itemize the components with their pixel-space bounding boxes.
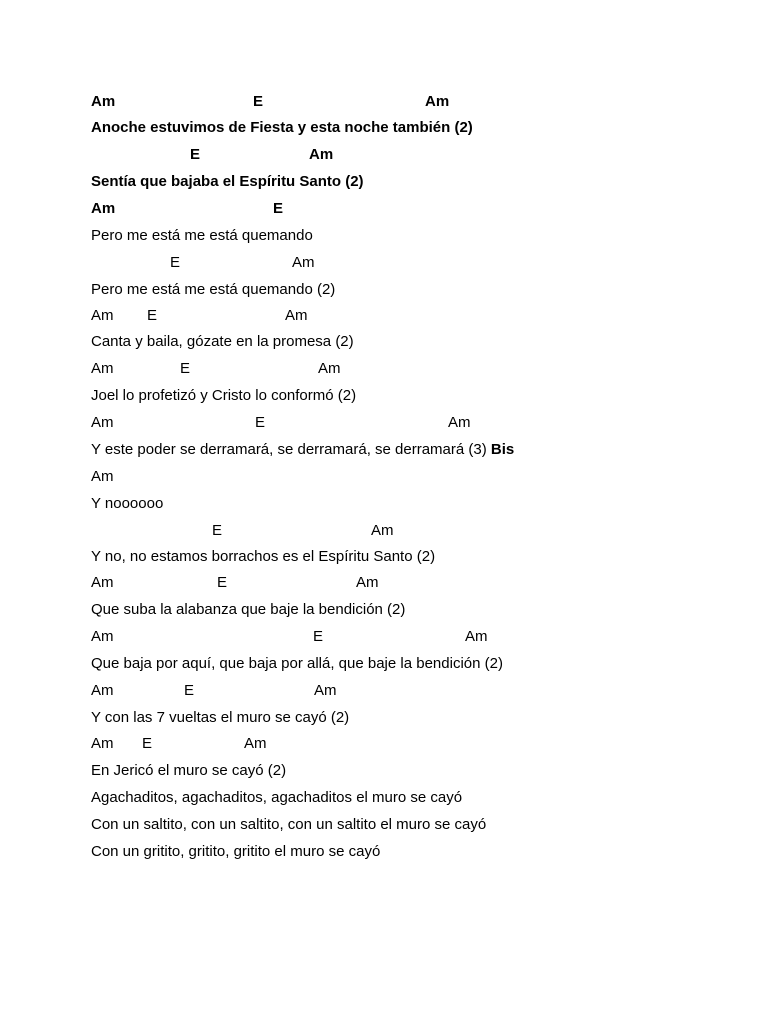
chord: E xyxy=(313,628,324,645)
lyric-line xyxy=(91,494,163,514)
chord: Am xyxy=(292,254,315,271)
lyric-text: Que baja por aquí, que baja por allá, que baje la bendición (2) xyxy=(91,655,503,672)
chord: E xyxy=(255,414,266,431)
chord-line xyxy=(91,413,691,433)
lyric-line xyxy=(91,761,286,781)
chord: Am xyxy=(448,414,471,431)
chord: Am xyxy=(371,522,394,539)
chord: Am xyxy=(314,682,337,699)
chord: Am xyxy=(244,735,267,752)
lyric-text: Y no, no estamos borrachos es el Espíritu Santo (2) xyxy=(91,548,436,565)
lyric-text: Sentía que bajaba el Espíritu Santo (2) xyxy=(91,173,364,190)
chord-line xyxy=(91,359,691,379)
chord-line xyxy=(91,92,691,112)
lyric-text: Anoche estuvimos de Fiesta y esta noche también (2) xyxy=(91,119,473,136)
chord-line xyxy=(91,734,691,754)
chord-line xyxy=(91,681,691,701)
chord: Am xyxy=(318,360,341,377)
lyric-line xyxy=(91,547,435,567)
lyric-line xyxy=(91,600,405,620)
chord: E xyxy=(253,93,264,110)
lyric-text: Canta y baila, gózate en la promesa (2) xyxy=(91,333,354,350)
chord-line xyxy=(91,253,691,273)
lyric-text: Pero me está me está quemando xyxy=(91,227,313,244)
chord: E xyxy=(190,146,201,163)
chord: Am xyxy=(425,93,450,110)
lyric-text: Pero me está me está quemando (2) xyxy=(91,281,336,298)
lyric-line xyxy=(91,118,473,138)
lyric-text: En Jericó el muro se cayó (2) xyxy=(91,762,287,779)
lyric-text: Con un saltito, con un saltito, con un saltito el muro se cayó xyxy=(91,816,487,833)
chord: E xyxy=(180,360,191,377)
lyric-text: Con un gritito, gritito, gritito el muro se cayó xyxy=(91,843,381,860)
chord: Am xyxy=(285,307,308,324)
chord: Am xyxy=(91,735,114,752)
chord-line xyxy=(91,521,691,541)
lyric-line xyxy=(91,788,462,808)
chord: Am xyxy=(91,307,114,324)
chord: Am xyxy=(91,682,114,699)
chord: Am xyxy=(91,468,114,485)
chord: Am xyxy=(91,200,116,217)
lyric-line xyxy=(91,332,354,352)
chord: E xyxy=(147,307,158,324)
lyric-line xyxy=(91,386,356,406)
lyric-text: Agachaditos, agachaditos, agachaditos el muro se cayó xyxy=(91,789,463,806)
chord: Am xyxy=(309,146,334,163)
chord: E xyxy=(142,735,153,752)
chord: Am xyxy=(91,574,114,591)
lyric-line xyxy=(91,172,364,192)
lyric-line xyxy=(91,708,349,728)
chord: Am xyxy=(356,574,379,591)
lyric-text: Y este poder se derramará, se derramará, se derramará (3) xyxy=(91,441,491,458)
chord-line xyxy=(91,199,691,219)
chord-line xyxy=(91,145,691,165)
lyric-text: Joel lo profetizó y Cristo lo conformó (2) xyxy=(91,387,357,404)
chord-line xyxy=(91,573,691,593)
repeat-marker: Bis xyxy=(490,441,515,458)
lyric-text: Y con las 7 vueltas el muro se cayó (2) xyxy=(91,709,350,726)
lyric-text: Que suba la alabanza que baje la bendición (2) xyxy=(91,601,406,618)
chord: E xyxy=(170,254,181,271)
chord: Am xyxy=(91,360,114,377)
chord: Am xyxy=(91,414,114,431)
lyric-line xyxy=(91,226,313,246)
lyric-text: Y noooooo xyxy=(91,495,164,512)
lyric-line xyxy=(91,842,380,862)
chord: E xyxy=(273,200,284,217)
chord: Am xyxy=(91,93,116,110)
chord: E xyxy=(212,522,223,539)
lyric-line xyxy=(91,280,335,300)
lyric-line xyxy=(91,440,514,460)
chord: E xyxy=(217,574,228,591)
chord: E xyxy=(184,682,195,699)
lyric-line xyxy=(91,654,503,674)
chord-line xyxy=(91,467,691,487)
chord-line xyxy=(91,306,691,326)
lyric-line xyxy=(91,815,486,835)
chord-line xyxy=(91,627,691,647)
chord: Am xyxy=(91,628,114,645)
chord: Am xyxy=(465,628,488,645)
